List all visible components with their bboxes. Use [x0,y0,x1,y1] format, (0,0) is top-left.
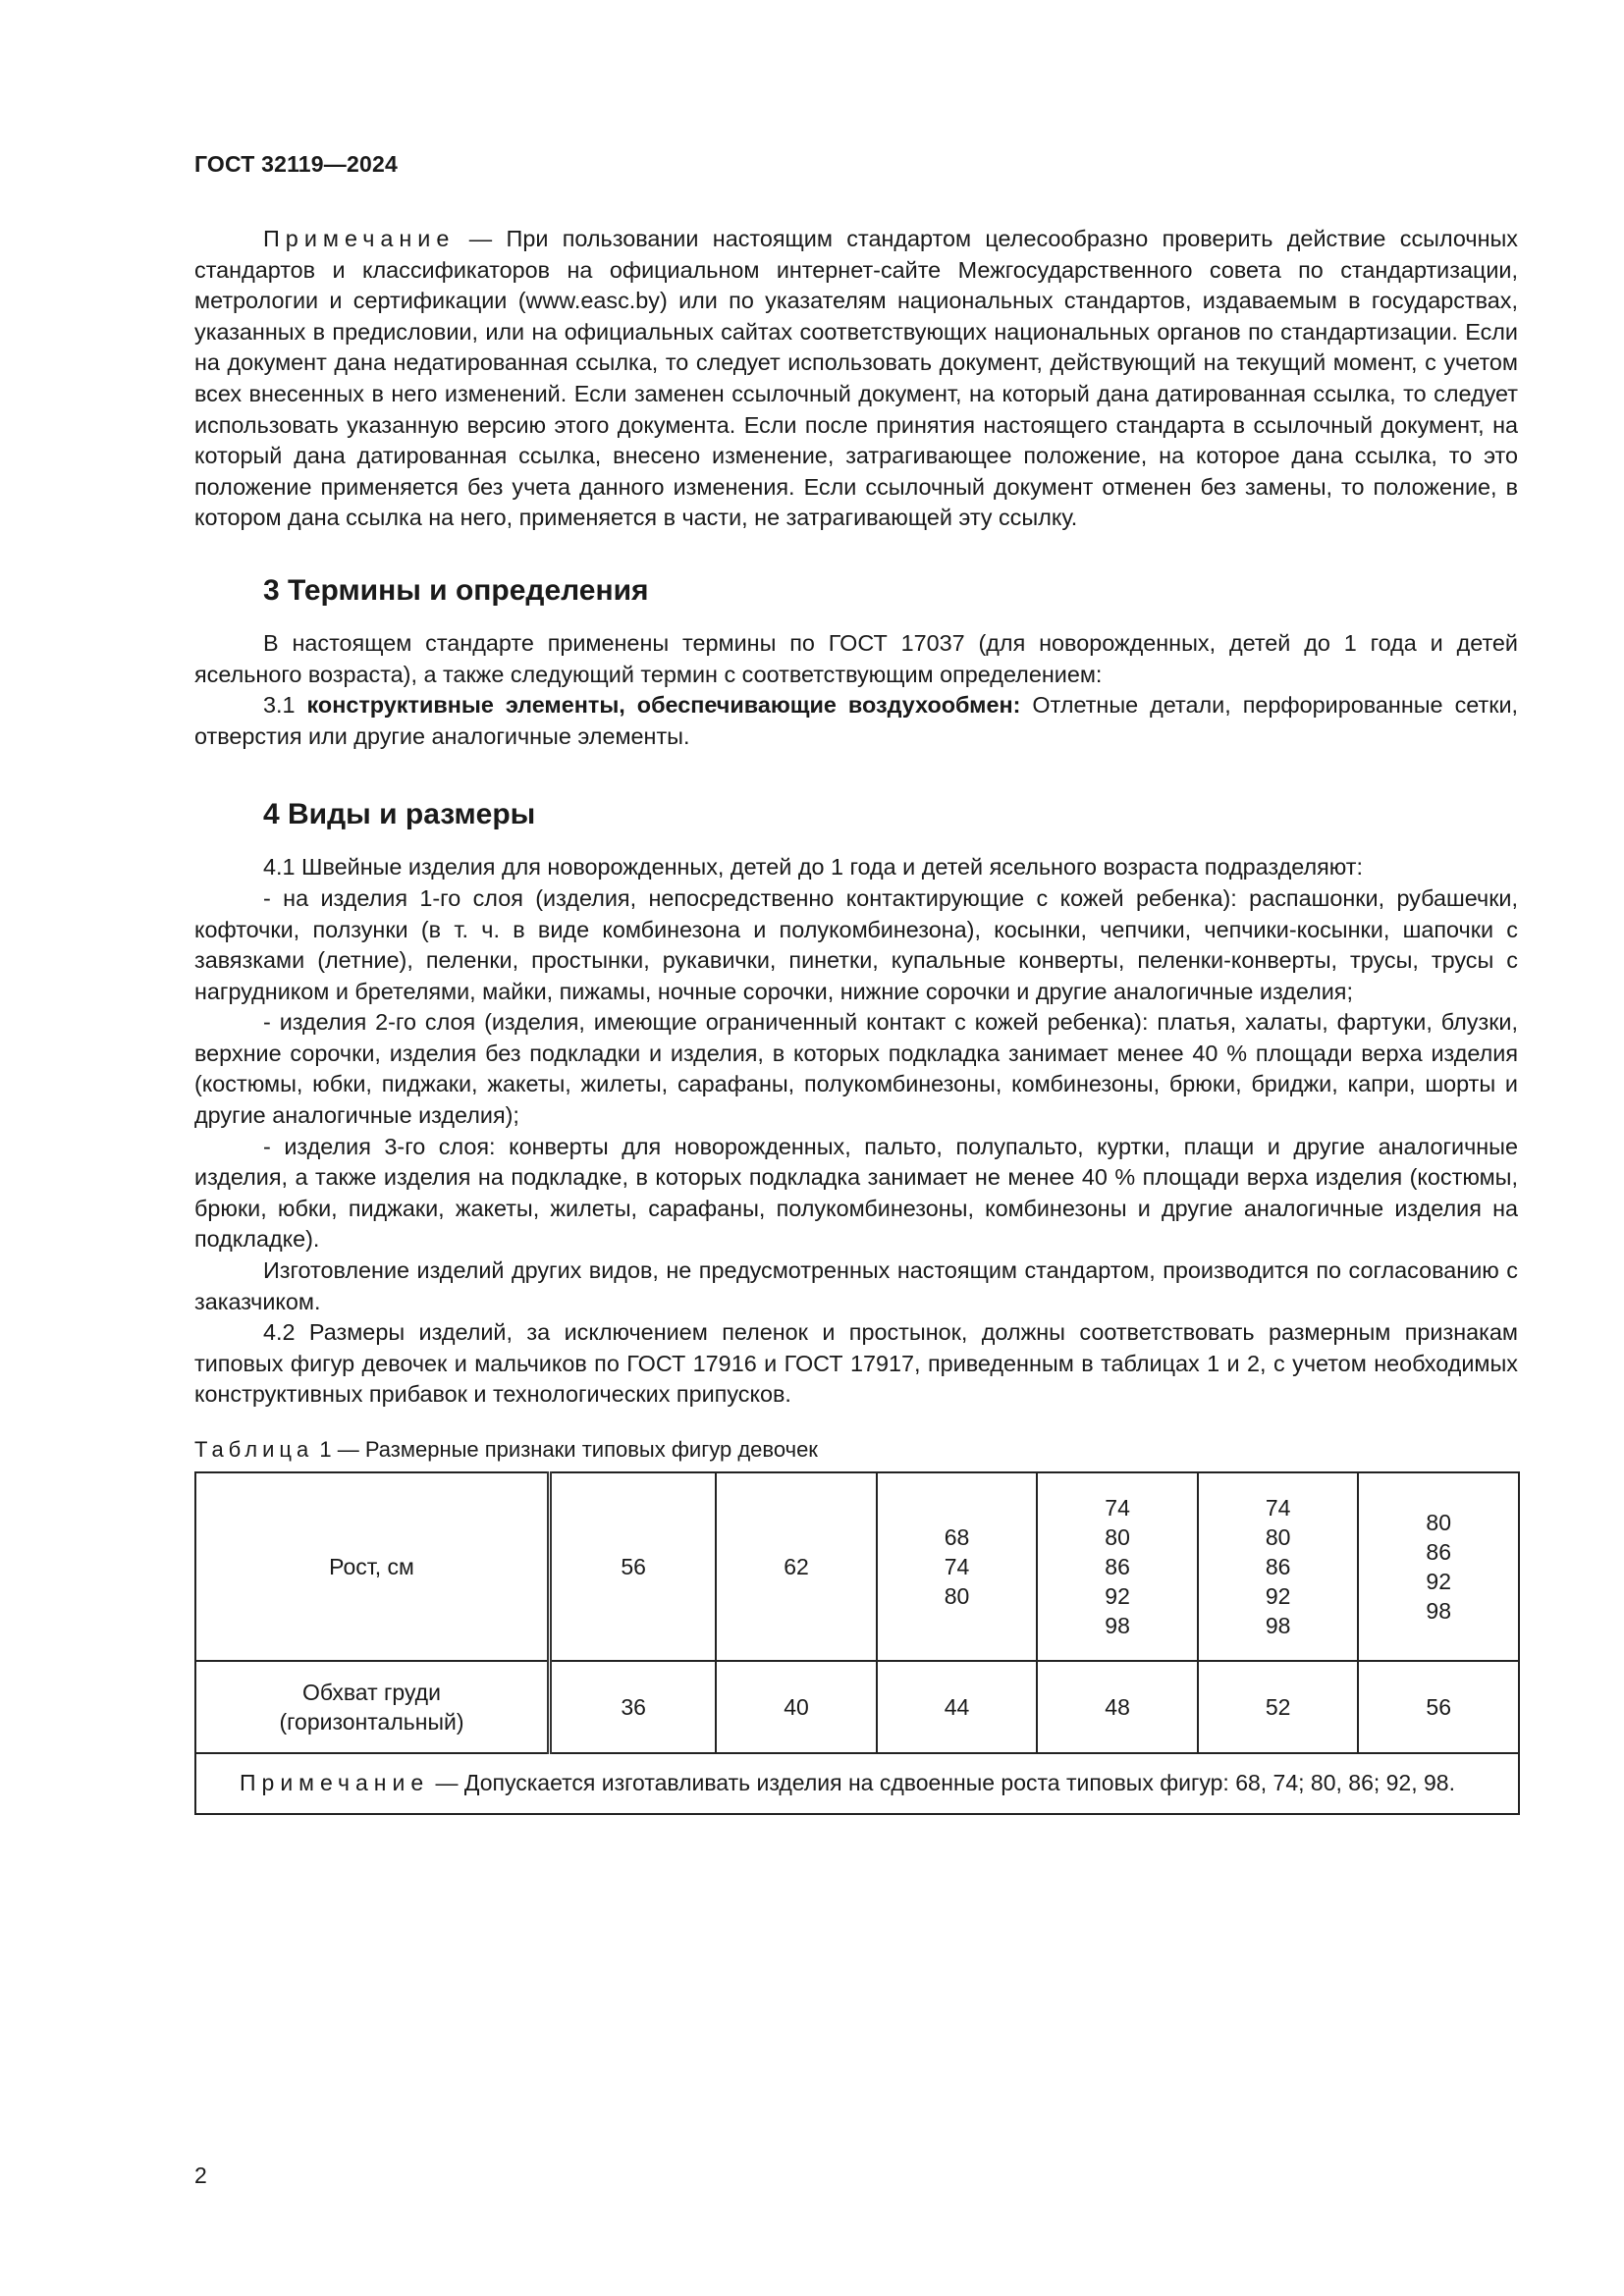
term-definition: Отлетные детали, перфорированные сетки, отверстия или другие аналогичные элементы. [194,692,1519,749]
table-cell: 56 [1358,1661,1519,1753]
cell-value: 98 [1265,1613,1291,1638]
table-1-caption [194,1436,1518,1464]
table-cell: 36 [550,1661,717,1753]
cell-value: 74 [944,1554,970,1579]
table-cell [716,1472,877,1661]
table-caption-label: Таблица [194,1437,314,1462]
cell-value: 74 [1265,1495,1291,1521]
table-note-row [195,1753,1519,1814]
cell-value: 98 [1426,1598,1451,1624]
cell-value: 86 [1426,1539,1451,1565]
cell-value: 86 [1105,1554,1130,1579]
cell-value: 56 [621,1554,646,1579]
cell-value: 98 [1105,1613,1130,1638]
table-note-text: — Допускается изготавливать изделия на сдвоенные роста типовых фигур: 68, 74; 80, 86; 92, 98. [429,1770,1455,1795]
table-cell [1198,1472,1359,1661]
table-note [195,1753,1519,1814]
row-label-line: Обхват груди [302,1680,441,1705]
section-4-1-paragraph: 4.1 Швейные изделия для новорожденных, детей до 1 года и детей ясельного возраста подразделяют: [263,854,1364,881]
cell-value: 80 [1105,1524,1130,1550]
cell-value: 74 [1105,1495,1130,1521]
cell-value: 92 [1265,1583,1291,1609]
table-1 [194,1471,1520,1815]
section-3-title: 3 Термины и определения [263,573,649,607]
list-item-layer-3: - изделия 3-го слоя: конверты для новорожденных, пальто, полупальто, куртки, плащи и другие аналогичные изделия, а также изделия на подкладке, в которых подкладка занимает не менее 40 % площади верха изделия (костюмы, брюки, юбки, пиджаки, жакеты, жилеты, сарафаны, полукомбинезоны, комбинезоны и другие аналогичные изделия на подкладке). [194,1133,1518,1253]
table-cell [877,1472,1038,1661]
section-4-title: 4 Виды и размеры [263,798,536,831]
term-3-1 [194,690,1518,752]
cell-value: 62 [784,1554,809,1579]
row-label-height: Рост, см [195,1472,550,1661]
table-row-chest [195,1661,1519,1753]
cell-value: 68 [944,1524,970,1550]
note-label: Примечание [263,226,456,251]
cell-value: 86 [1265,1554,1291,1579]
other-products-paragraph: Изготовление изделий других видов, не предусмотренных настоящим стандартом, производится по согласованию с заказчиком. [194,1257,1518,1314]
table-cell [1358,1472,1519,1661]
page-number: 2 [194,2163,207,2188]
table-cell: 48 [1037,1661,1198,1753]
cell-value: 92 [1105,1583,1130,1609]
document-header: ГОСТ 32119—2024 [194,151,398,177]
table-note-label: Примечание [240,1770,430,1795]
term-number: 3.1 [263,692,307,719]
cell-value: 80 [944,1583,970,1609]
note-paragraph [194,224,1518,534]
term-name: конструктивные элементы, обеспечивающие воздухообмен: [306,692,1021,719]
page-content [194,224,1518,1815]
cell-value: 92 [1426,1569,1451,1594]
cell-value: 80 [1265,1524,1291,1550]
list-item-layer-1: - на изделия 1-го слоя (изделия, непосредственно контактирующие с кожей ребенка): распашонки, рубашечки, кофточки, ползунки (в т. ч. в виде комбинезона и полукомбинезона), косынки, чепчики, чепчики-косынки, шапочки с завязками (летние), пеленки, простынки, рукавички, пинетки, купальные конверты, пеленки-конверты, трусы, трусы с нагрудником и бретелями, майки, пижамы, ночные сорочки, нижние сорочки и другие аналогичные изделия; [194,884,1518,1004]
row-label-line: (горизонтальный) [279,1709,464,1735]
table-cell [550,1472,717,1661]
section-3-intro: В настоящем стандарте применены термины по ГОСТ 17037 (для новорожденных, детей до 1 года и детей ясельного возраста), а также следующий термин с соответствующим определением: [194,629,1518,687]
table-row-height [195,1472,1519,1661]
table-cell: 40 [716,1661,877,1753]
list-item-layer-2: - изделия 2-го слоя (изделия, имеющие ограниченный контакт с кожей ребенка): платья, халаты, фартуки, блузки, верхние сорочки, изделия без подкладки и изделия, в которых подкладка занимает менее 40 % площади верха изделия (костюмы, юбки, пиджаки, жакеты, жилеты, сарафаны, полукомбинезоны, комбинезоны, брюки, бриджи, капри, шорты и другие аналогичные изделия); [194,1009,1518,1129]
section-4-2-paragraph: 4.2 Размеры изделий, за исключением пеленок и простынок, должны соответствовать размерным признакам типовых фигур девочек и мальчиков по ГОСТ 17916 и ГОСТ 17917, приведенным в таблицах 1 и 2, с учетом необходимых конструктивных прибавок и технологических припусков. [194,1319,1518,1408]
cell-value: 80 [1426,1510,1451,1535]
table-cell: 44 [877,1661,1038,1753]
row-label-chest [195,1661,550,1753]
table-caption-text: 1 — Размерные признаки типовых фигур девочек [313,1437,818,1462]
note-text: — При пользовании настоящим стандартом целесообразно проверить действие ссылочных стандартов и классификаторов на официальном интернет-сайте Межгосударственного совета по стандартизации, метрологии и сертификации (www.easc.by) или по указателям национальных стандартов, издаваемым в государствах, указанных в предисловии, или на официальных сайтах соответствующих национальных органов по стандартизации. Если на документ дана недатированная ссылка, то следует использовать документ, действующий на текущий момент, с учетом всех внесенных в него изменений. Если заменен ссылочный документ, на который дана датированная ссылка, то следует использовать указанную версию этого документа. Если после принятия настоящего стандарта в ссылочный документ, на который дана датированная ссылка, внесено изменение, затрагивающее положение, на которое дана ссылка, то это положение применяется без учета данного изменения. Если ссылочный документ отменен без замены, то положение, в котором дана ссылка на него, применяется в части, не затрагивающей эту ссылку. [194,226,1518,531]
table-cell [1037,1472,1198,1661]
table-cell: 52 [1198,1661,1359,1753]
